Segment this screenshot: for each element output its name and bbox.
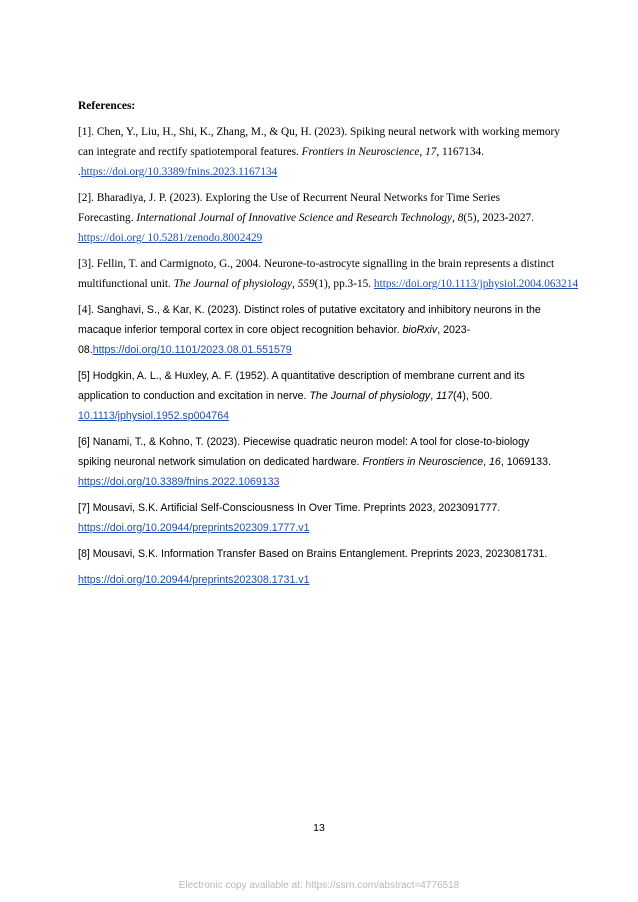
ref-4-number: [4]. xyxy=(78,304,97,316)
ref-8-doi-link[interactable]: https://doi.org/10.20944/preprints202308.1731.v1 xyxy=(78,574,310,586)
ref-1-doi-link[interactable]: https://doi.org/10.3389/fnins.2023.1167134 xyxy=(80,166,278,178)
ref-8-line-2 xyxy=(78,570,568,590)
ref-6-text: spiking neuronal network simulation on dedicated hardware. xyxy=(78,456,363,468)
ref-3-volume: 559 xyxy=(297,278,315,290)
ref-2-sep: , xyxy=(452,212,458,224)
reference-item-8 xyxy=(78,544,568,590)
page-number: 13 xyxy=(313,822,325,834)
ref-2-doi-link[interactable]: https://doi.org/ 10.5281/zenodo.8002429 xyxy=(78,232,263,244)
ref-1-sep: , xyxy=(419,146,426,158)
ref-7-doi-link[interactable]: https://doi.org/10.20944/preprints202309.1777.v1 xyxy=(78,522,310,534)
ref-1-text: can integrate and rectify spatiotemporal features. xyxy=(78,146,302,158)
ref-4-line-2 xyxy=(78,320,568,340)
reference-list xyxy=(78,122,579,596)
ref-2-line-1: [2]. Bharadiya, J. P. (2023). Exploring the Use of Recurrent Neural Networks for Time Series xyxy=(78,192,500,204)
ref-5-sep: , xyxy=(430,390,437,402)
ref-4-journal: bioRxiv xyxy=(402,324,438,336)
ref-4-doi-link[interactable]: https://doi.org/10.1101/2023.08.01.551579 xyxy=(92,344,292,356)
ref-7-line-2 xyxy=(78,518,568,538)
ref-5-line-3 xyxy=(78,406,568,426)
ref-3-line-1: [3]. Fellin, T. and Carmignoto, G., 2004. Neurone-to-astrocyte signalling in the brain represents a distinct xyxy=(78,258,555,270)
ref-6-line-3 xyxy=(78,472,568,492)
ref-4-prefix: 08. xyxy=(78,344,93,356)
ssrn-footer: Electronic copy available at: https://ssrn.com/abstract=4776518 xyxy=(178,880,460,891)
ref-3-line-2 xyxy=(78,274,579,294)
ref-4-line-1 xyxy=(78,300,568,320)
ref-1-line-1: [1]. Chen, Y., Liu, H., Shi, K., Zhang, M., & Qu, H. (2023). Spiking neural network with working memory xyxy=(78,126,560,138)
ref-5-line-2 xyxy=(78,386,568,406)
ref-2-volume: 8 xyxy=(457,212,464,224)
ref-2-text: Forecasting. xyxy=(78,212,137,224)
ref-5-text: application to conduction and excitation in nerve. xyxy=(78,390,310,402)
ref-6-journal: Frontiers in Neuroscience xyxy=(362,456,484,468)
ref-5-volume: 117 xyxy=(436,390,453,402)
ref-6-line-2 xyxy=(78,452,568,472)
ref-4-text: macaque inferior temporal cortex in core object recognition behavior. xyxy=(78,324,403,336)
ref-2-pages: (5), 2023-2027. xyxy=(463,212,534,224)
reference-item-3 xyxy=(78,254,579,294)
reference-item-6 xyxy=(78,432,568,492)
ref-1-line-2 xyxy=(78,142,568,162)
reference-item-2 xyxy=(78,188,568,248)
reference-item-7 xyxy=(78,498,568,538)
ref-6-doi-link[interactable]: https://doi.org/10.3389/fnins.2022.1069133 xyxy=(78,476,280,488)
ref-5-doi-link[interactable]: 10.1113/jphysiol.1952.sp004764 xyxy=(78,410,229,422)
ref-4-authors: Sanghavi, S., & Kar, K. (2023). Distinct roles of putative excitatory and inhibitory neurons in the xyxy=(96,304,541,316)
ref-1-pages: , 1167134. xyxy=(436,146,484,158)
ref-6-pages: , 1069133. xyxy=(500,456,551,468)
ref-4-date: , 2023- xyxy=(437,324,471,336)
ref-3-pages: (1), pp.3-15. xyxy=(314,278,374,290)
reference-item-1 xyxy=(78,122,568,182)
ref-5-journal: The Journal of physiology xyxy=(309,390,431,402)
ref-4-line-3 xyxy=(78,340,568,360)
ref-2-line-2 xyxy=(78,208,568,228)
ref-8-line-1: [8] Mousavi, S.K. Information Transfer Based on Brains Entanglement. Preprints 2023, 2023081731. xyxy=(78,548,548,560)
ref-1-journal: Frontiers in Neuroscience xyxy=(301,146,420,158)
ref-1-prefix: . xyxy=(78,166,81,178)
ref-3-journal: The Journal of physiology xyxy=(173,278,292,290)
ref-1-line-3 xyxy=(78,162,568,182)
ref-6-sep: , xyxy=(483,456,490,468)
ref-6-line-1: [6] Nanami, T., & Kohno, T. (2023). Piecewise quadratic neuron model: A tool for close-to-biology xyxy=(78,436,530,448)
ref-5-line-1: [5] Hodgkin, A. L., & Huxley, A. F. (1952). A quantitative description of membrane current and its xyxy=(78,370,525,382)
ref-3-text: multifunctional unit. xyxy=(78,278,174,290)
ref-7-line-1: [7] Mousavi, S.K. Artificial Self-Consciousness In Over Time. Preprints 2023, 2023091777. xyxy=(78,502,501,514)
reference-item-5 xyxy=(78,366,568,426)
ref-2-journal: International Journal of Innovative Science and Research Technology xyxy=(136,212,453,224)
ref-1-volume: 17 xyxy=(425,146,437,158)
ref-2-line-3 xyxy=(78,228,568,248)
reference-item-4 xyxy=(78,300,568,360)
ref-5-pages: (4), 500. xyxy=(452,390,493,402)
ref-3-doi-link[interactable]: https://doi.org/10.1113/jphysiol.2004.063214 xyxy=(373,278,579,290)
references-heading: References: xyxy=(78,100,136,112)
ref-6-volume: 16 xyxy=(489,456,501,468)
ref-3-sep: , xyxy=(292,278,298,290)
